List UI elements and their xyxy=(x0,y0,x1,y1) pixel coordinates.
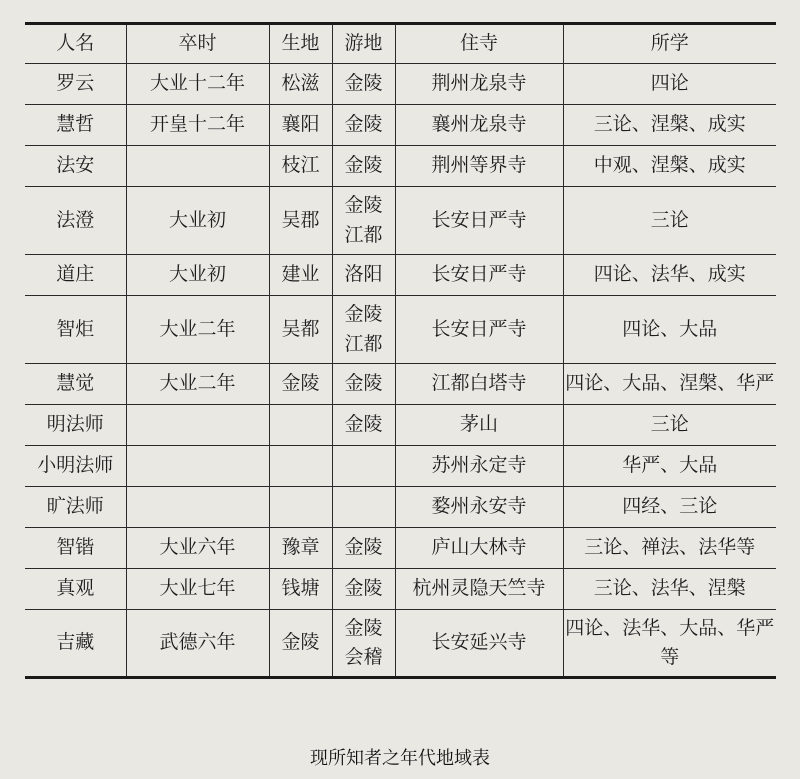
travel-cell xyxy=(332,610,395,678)
temple-cell: 荆州等界寺 xyxy=(395,146,563,187)
birthplace-cell: 金陵 xyxy=(269,610,332,678)
study-cell: 四论、法华、大品、华严等 xyxy=(563,610,776,678)
travel-place: 金陵 xyxy=(344,616,383,639)
death-cell: 大业初 xyxy=(126,255,269,296)
table-row xyxy=(25,296,776,364)
travel-cell xyxy=(332,487,395,528)
header-cell: 所学 xyxy=(563,24,776,64)
study-cell: 四论、大品 xyxy=(563,296,776,364)
birthplace-cell: 枝江 xyxy=(269,146,332,187)
name-cell: 法安 xyxy=(25,146,126,187)
birthplace-cell: 建业 xyxy=(269,255,332,296)
temple-cell: 庐山大林寺 xyxy=(395,528,563,569)
death-cell: 大业二年 xyxy=(126,296,269,364)
table-row xyxy=(25,105,776,146)
birthplace-cell: 襄阳 xyxy=(269,105,332,146)
study-cell: 四论、法华、成实 xyxy=(563,255,776,296)
death-cell xyxy=(126,405,269,446)
travel-place: 金陵 xyxy=(344,413,383,436)
table-row xyxy=(25,569,776,610)
travel-place: 金陵 xyxy=(344,303,383,326)
temple-cell: 长安延兴寺 xyxy=(395,610,563,678)
study-cell: 中观、涅槃、成实 xyxy=(563,146,776,187)
study-cell: 三论 xyxy=(563,187,776,255)
travel-place: 金陵 xyxy=(344,194,383,217)
table-row xyxy=(25,255,776,296)
table-row xyxy=(25,146,776,187)
travel-cell xyxy=(332,296,395,364)
birthplace-cell xyxy=(269,405,332,446)
table-row xyxy=(25,364,776,405)
travel-cell xyxy=(332,446,395,487)
death-cell: 武德六年 xyxy=(126,610,269,678)
study-cell: 三论、涅槃、成实 xyxy=(563,105,776,146)
study-cell: 三论、禅法、法华等 xyxy=(563,528,776,569)
travel-place: 江都 xyxy=(344,223,383,246)
study-cell: 三论 xyxy=(563,405,776,446)
travel-cell xyxy=(332,146,395,187)
travel-cell xyxy=(332,255,395,296)
travel-cell xyxy=(332,105,395,146)
temple-cell: 襄州龙泉寺 xyxy=(395,105,563,146)
temple-cell: 茅山 xyxy=(395,405,563,446)
study-cell: 华严、大品 xyxy=(563,446,776,487)
death-cell: 大业初 xyxy=(126,187,269,255)
death-cell: 大业十二年 xyxy=(126,64,269,105)
header-cell: 卒时 xyxy=(126,24,269,64)
table-row xyxy=(25,446,776,487)
travel-place: 金陵 xyxy=(344,372,383,395)
table-body xyxy=(25,64,776,678)
table-row xyxy=(25,528,776,569)
table-caption: 现所知者之年代地域表 xyxy=(310,748,490,769)
temple-cell: 长安日严寺 xyxy=(395,187,563,255)
study-cell: 四经、三论 xyxy=(563,487,776,528)
travel-cell xyxy=(332,64,395,105)
table-row xyxy=(25,610,776,678)
table-row xyxy=(25,64,776,105)
header-cell: 人名 xyxy=(25,24,126,64)
temple-cell: 杭州灵隐天竺寺 xyxy=(395,569,563,610)
table-row xyxy=(25,187,776,255)
birthplace-cell: 松滋 xyxy=(269,64,332,105)
travel-place: 江都 xyxy=(344,332,383,355)
travel-place: 金陵 xyxy=(344,536,383,559)
name-cell: 罗云 xyxy=(25,64,126,105)
study-cell: 四论、大品、涅槃、华严 xyxy=(563,364,776,405)
travel-place: 会稽 xyxy=(344,646,383,668)
name-cell: 智锴 xyxy=(25,528,126,569)
table-header-row xyxy=(25,24,776,64)
name-cell: 智炬 xyxy=(25,296,126,364)
temple-cell: 长安日严寺 xyxy=(395,255,563,296)
travel-cell xyxy=(332,569,395,610)
temple-cell: 长安日严寺 xyxy=(395,296,563,364)
birthplace-cell xyxy=(269,487,332,528)
travel-place: 洛阳 xyxy=(344,263,383,286)
header-cell: 生地 xyxy=(269,24,332,64)
name-cell: 道庄 xyxy=(25,255,126,296)
travel-place: 金陵 xyxy=(344,113,383,136)
death-cell xyxy=(126,487,269,528)
birthplace-cell: 吴都 xyxy=(269,296,332,364)
name-cell: 真观 xyxy=(25,569,126,610)
name-cell: 吉藏 xyxy=(25,610,126,678)
temple-cell: 苏州永定寺 xyxy=(395,446,563,487)
table-row xyxy=(25,405,776,446)
birthplace-cell: 吴郡 xyxy=(269,187,332,255)
header-cell: 游地 xyxy=(332,24,395,64)
death-cell: 大业七年 xyxy=(126,569,269,610)
travel-cell xyxy=(332,364,395,405)
travel-place: 金陵 xyxy=(344,154,383,177)
birthplace-cell: 豫章 xyxy=(269,528,332,569)
birthplace-cell: 钱塘 xyxy=(269,569,332,610)
death-cell: 大业六年 xyxy=(126,528,269,569)
name-cell: 法澄 xyxy=(25,187,126,255)
birthplace-cell xyxy=(269,446,332,487)
study-cell: 四论 xyxy=(563,64,776,105)
name-cell: 小明法师 xyxy=(25,446,126,487)
table-row xyxy=(25,487,776,528)
temple-cell: 荆州龙泉寺 xyxy=(395,64,563,105)
name-cell: 慧哲 xyxy=(25,105,126,146)
death-cell xyxy=(126,446,269,487)
death-cell: 大业二年 xyxy=(126,364,269,405)
death-cell xyxy=(126,146,269,187)
travel-place: 金陵 xyxy=(344,577,383,600)
death-cell: 开皇十二年 xyxy=(126,105,269,146)
birthplace-cell: 金陵 xyxy=(269,364,332,405)
travel-cell xyxy=(332,405,395,446)
temple-cell: 婺州永安寺 xyxy=(395,487,563,528)
study-cell: 三论、法华、涅槃 xyxy=(563,569,776,610)
travel-cell xyxy=(332,187,395,255)
travel-cell xyxy=(332,528,395,569)
travel-place: 金陵 xyxy=(344,72,383,95)
name-cell: 明法师 xyxy=(25,405,126,446)
name-cell: 慧觉 xyxy=(25,364,126,405)
records-table xyxy=(25,22,776,679)
temple-cell: 江都白塔寺 xyxy=(395,364,563,405)
name-cell: 旷法师 xyxy=(25,487,126,528)
header-cell: 住寺 xyxy=(395,24,563,64)
